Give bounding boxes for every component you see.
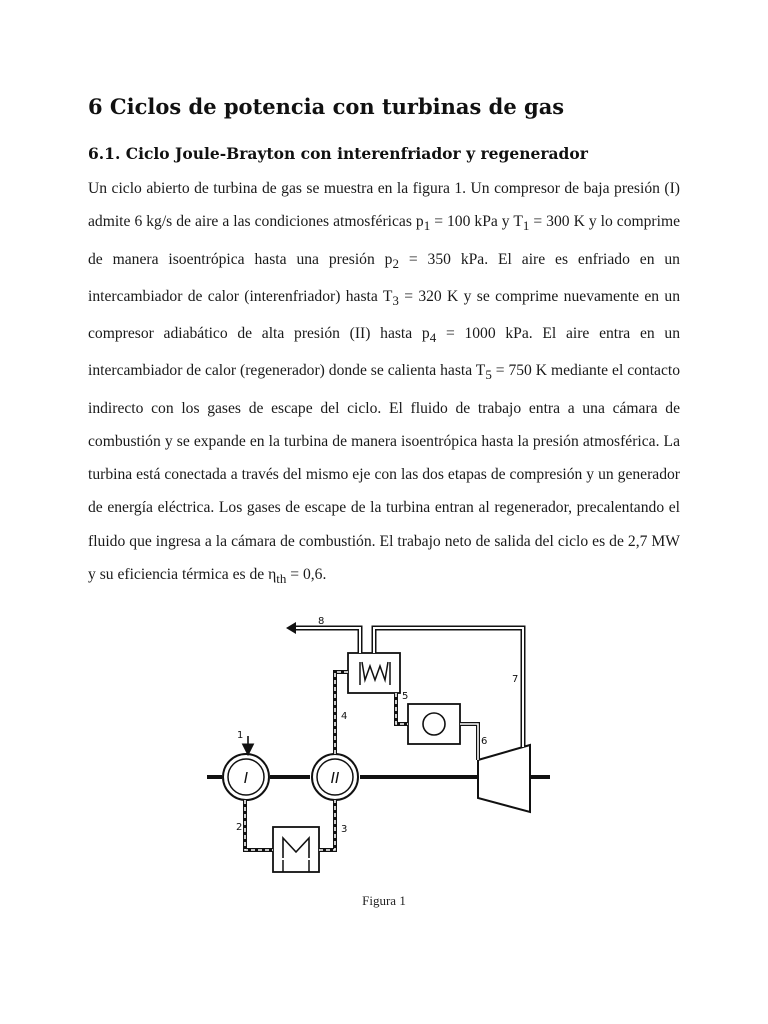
- figure-caption: Figura 1: [362, 893, 406, 908]
- paragraph-text: = 1000 kPa. El aire entra en un intercambiador de calor (regenerador) donde se calienta hasta T: [88, 325, 680, 380]
- state-label-7: 7: [512, 674, 519, 685]
- paragraph-text: = 750 K mediante el contacto indirecto con los gases de escape del ciclo. El fluido de trabajo entra a una cámara de combustión y se expande en la turbina de manera isoentrópica hasta la presión atmosférica. La turbina está conectada a través del mismo eje con las dos etapas de compresión y un generador de energía eléctrica. Los gases de escape de la turbina entran al regenerador, precalentando el fluido que ingresa a la cámara de combustión. El trabajo neto de salida del ciclo es de 2,7 MW y su eficiencia térmica es de η: [88, 362, 681, 583]
- state-label-5: 5: [402, 691, 409, 702]
- subscript: 5: [485, 367, 492, 383]
- state-label-2: 2: [236, 822, 243, 833]
- compressor-low-pressure: [223, 754, 269, 800]
- paragraph-text: = 350 kPa. El aire es enfriado en un intercambiador de calor (interenfriador) hasta T: [88, 250, 680, 305]
- state-label-1: 1: [237, 730, 244, 741]
- regenerator: [348, 653, 400, 693]
- combustion-chamber: [408, 704, 460, 744]
- state-label-3: 3: [341, 824, 348, 835]
- paragraph-text: Un ciclo abierto de turbina de gas se muestra en la figura 1. Un compresor de baja presión (I) admite 6 kg/s de aire a las condiciones atmosféricas p: [88, 180, 680, 231]
- paragraph-text: = 100 kPa y T: [430, 213, 523, 231]
- subscript: 4: [429, 330, 437, 346]
- turbine: [478, 745, 530, 812]
- state-label-6: 6: [481, 736, 488, 747]
- subscript: th: [276, 570, 287, 586]
- compressor-high-label: II: [330, 769, 340, 787]
- paragraph-text: = 0,6.: [286, 565, 327, 583]
- subscript: 3: [392, 292, 399, 308]
- state-label-4: 4: [341, 711, 348, 722]
- compressor-low-label: I: [243, 769, 249, 787]
- subsection-title: 6.1. Ciclo Joule-Brayton con interenfriador y regenerador: [88, 144, 588, 163]
- subscript: 2: [392, 255, 399, 271]
- subscript: 1: [423, 218, 431, 234]
- paragraph-text: = 320 K y se comprime nuevamente en un compresor adiabático de alta presión (II) hasta p: [88, 287, 681, 343]
- intercooler: [273, 827, 319, 872]
- state-label-8: 8: [318, 616, 325, 627]
- subscript: 1: [522, 218, 530, 234]
- paragraph-text: = 300 K y lo comprime de manera isoentrópica hasta una presión p: [88, 213, 680, 268]
- section-title: 6 Ciclos de potencia con turbinas de gas: [88, 94, 565, 119]
- compressor-high-pressure: [312, 754, 358, 800]
